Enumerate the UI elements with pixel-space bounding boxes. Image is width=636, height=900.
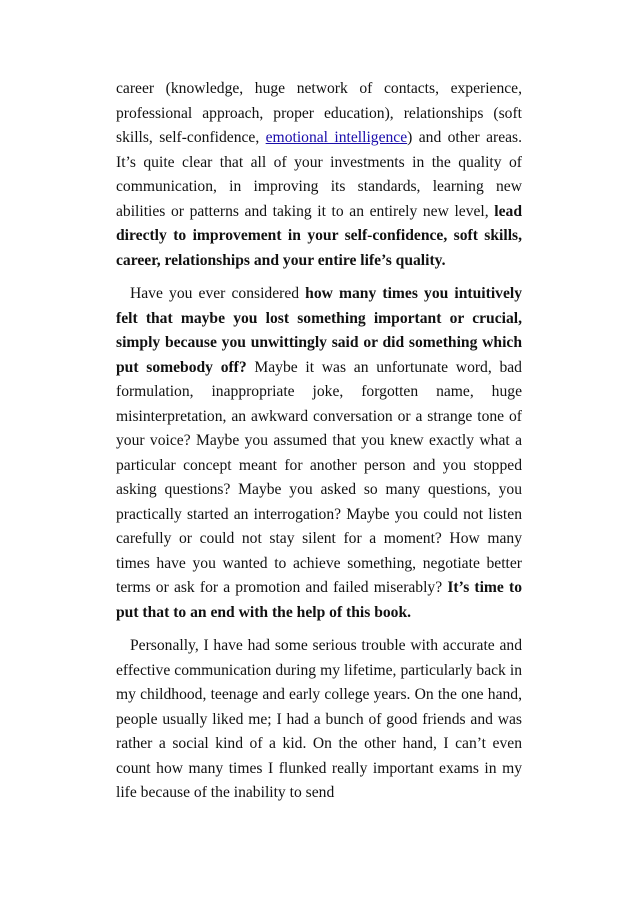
text-run: career (knowledge, huge network of contacts, experience, professional approach, proper education), relationships (soft skills, self-confidence, bbox=[116, 80, 522, 146]
text-run: Maybe it was an unfortunate word, bad formulation, inappropriate joke, forgotten name, huge misinterpretation, an awkward conversation or a strange tone of your voice? Maybe you assumed that you knew exactly what a particular concept meant for another person and you stopped asking questions? Maybe you asked so many questions, you practically started an interrogation? Maybe you could not listen carefully or could not stay silent for a moment? How many times have you wanted to achieve something, negotiate better terms or ask for a promotion and failed miserably? bbox=[116, 358, 522, 596]
text-run: ) and other areas. It’s quite clear that all of your investments in the quality of communication, in improving its standards, learning new abilities or patterns and taking it to an entirely new level, bbox=[116, 129, 522, 220]
bold-text-run: lead directly to improvement in your self-confidence, soft skills, career, relationships and your entire life’s quality. bbox=[116, 202, 522, 269]
paragraph-3 bbox=[116, 634, 522, 806]
paragraph-2 bbox=[116, 282, 522, 625]
bold-text-run: It’s time to put that to an end with the help of this book. bbox=[116, 579, 522, 621]
bold-text-run: how many times you intuitively felt that maybe you lost something important or crucial, simply because you unwittingly said or did something which put somebody off? bbox=[116, 285, 522, 376]
document-page bbox=[116, 77, 522, 815]
emotional-intelligence-link[interactable]: emotional intelligence bbox=[265, 129, 408, 146]
paragraph-1 bbox=[116, 77, 522, 273]
text-run: Personally, I have had some serious trouble with accurate and effective communication during my lifetime, particularly back in my childhood, teenage and early college years. On the one hand, people usually liked me; I had a bunch of good friends and was rather a social kind of a kid. On the other hand, I can’t even count how many times I flunked really important exams in my life because of the inability to send bbox=[116, 637, 522, 801]
text-run: Have you ever considered bbox=[130, 285, 306, 302]
